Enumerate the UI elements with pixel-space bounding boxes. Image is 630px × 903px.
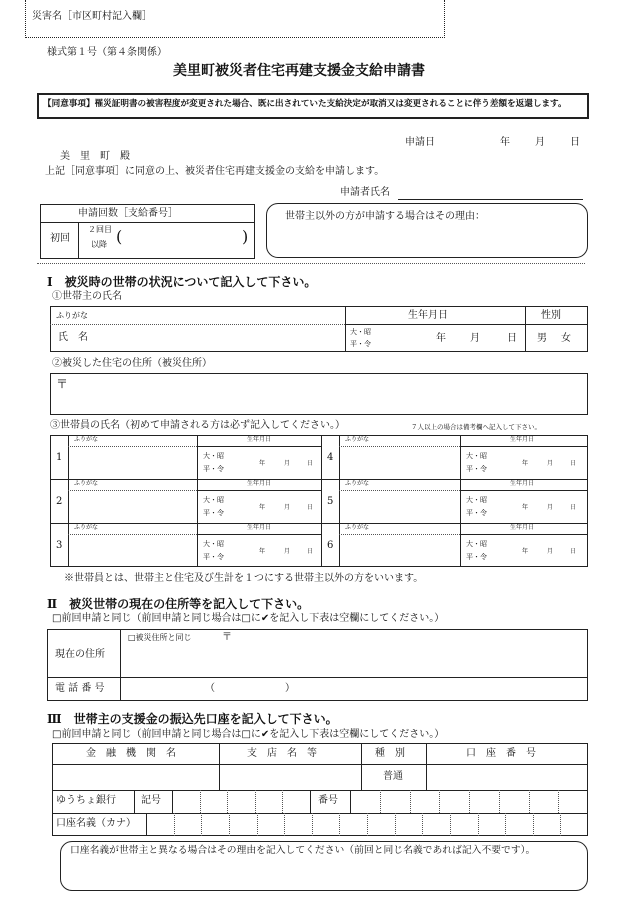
holder-name-label: 口座名義（カナ） (56, 818, 136, 829)
holder-char (284, 813, 285, 836)
application-count-header: 申請回数［支給番号］ (78, 208, 178, 219)
member-day: 日 (570, 504, 577, 511)
head-month: 月 (470, 333, 480, 344)
member-birth-line (197, 490, 321, 491)
member-birth-divider (460, 435, 461, 479)
form-number: 様式第１号（第４条関係） (47, 47, 167, 58)
member-name-field[interactable] (68, 447, 197, 479)
member-birth-line (460, 490, 588, 491)
member-birth-label: 生年月日 (510, 480, 535, 487)
member-year: 年 (259, 504, 266, 511)
number-digit (529, 790, 530, 813)
member-era-top: 大・昭 (203, 452, 224, 460)
head-name-field-label: 氏 名 (58, 332, 88, 343)
holder-reason-note: 口座名義が世帯主と異なる場合はその理由を記入してください（前回と同じ名義であれば記入不要です）。 (70, 845, 536, 856)
member-furigana-label: ふりがな (345, 480, 370, 487)
holder-char (201, 813, 202, 836)
bracket-close: ) (242, 227, 249, 246)
section3-same-checkbox[interactable]: □前回申請と同じ（前回申請と同じ場合は□に✔を記入し下表は空欄にしてください。） (52, 729, 445, 740)
symbol-digit-group[interactable] (172, 790, 310, 813)
member-era-bottom: 平・令 (466, 553, 487, 561)
member-year: 年 (259, 460, 266, 467)
holder-char (257, 813, 258, 836)
member-month: 月 (547, 548, 554, 555)
head-name-label: ①世帯主の氏名 (52, 291, 122, 302)
member-number: 3 (56, 540, 63, 551)
section2-heading: Ⅱ 被災世帯の現在の住所等を記入して下さい。 (47, 597, 310, 611)
bracket-open: ( (116, 227, 123, 246)
member-name-field[interactable] (339, 447, 460, 479)
section2-same-checkbox[interactable]: □前回申請と同じ（前回申請と同じ場合は□に✔を記入し下表は空欄にしてください。） (52, 613, 445, 624)
applicant-name-label: 申請者氏名 (340, 187, 390, 198)
member-name-field[interactable] (68, 535, 197, 567)
symbol-label: 記号 (141, 795, 161, 806)
date-label: 申請日 (405, 137, 435, 148)
same-as-disaster-checkbox[interactable]: □被災住所と同じ (128, 633, 192, 642)
account-number-header: 口 座 番 号 (466, 748, 536, 759)
phone-paren-close: ） (285, 683, 295, 694)
member-day: 日 (570, 460, 577, 467)
number-digit (469, 790, 470, 813)
holder-char (450, 813, 451, 836)
member-birth-line (197, 534, 321, 535)
member-birth-label: 生年月日 (510, 524, 535, 531)
member-day: 日 (570, 548, 577, 555)
member-birth-line (460, 534, 588, 535)
member-year: 年 (522, 504, 529, 511)
holder-char (422, 813, 423, 836)
member-era-top: 大・昭 (466, 540, 487, 548)
member-era-top: 大・昭 (466, 452, 487, 460)
member-name-field[interactable] (339, 491, 460, 523)
member-birth-label: 生年月日 (247, 524, 272, 531)
holder-char-group[interactable] (146, 813, 588, 836)
member-birth-label: 生年月日 (247, 480, 272, 487)
disaster-address-field[interactable] (50, 373, 588, 415)
holder-char (395, 813, 396, 836)
member-day: 日 (307, 504, 314, 511)
number-digit (558, 790, 559, 813)
holder-char (560, 813, 561, 836)
date-month-label: 月 (535, 137, 545, 148)
holder-char (533, 813, 534, 836)
member-birth-divider (197, 523, 198, 567)
member-furigana-label: ふりがな (74, 436, 99, 443)
symbol-digit (255, 790, 256, 813)
symbol-digit (200, 790, 201, 813)
current-address-label: 現在の住所 (55, 649, 105, 660)
consent-text: 【同意事項】罹災証明書の被害程度が変更された場合、既に出されていた支給決定が取消又は変更されることに伴う差額を返還します。 (43, 99, 567, 109)
member-month: 月 (284, 548, 291, 555)
holder-char (505, 813, 506, 836)
member-number: 6 (327, 540, 334, 551)
member-birth-divider (197, 435, 198, 479)
number-digit (499, 790, 500, 813)
reason-label: 世帯主以外の方が申請する場合はその理由： (285, 211, 485, 222)
member-name-field[interactable] (339, 535, 460, 567)
holder-char (478, 813, 479, 836)
member-era-top: 大・昭 (466, 496, 487, 504)
member-month: 月 (284, 504, 291, 511)
members-label: ③世帯員の氏名（初めて申請される方は必ず記入してください。） (50, 420, 345, 431)
member-era-bottom: 平・令 (203, 465, 224, 473)
addressee: 美 里 町 殿 (60, 151, 130, 162)
sex-male[interactable]: 男 (537, 333, 547, 344)
head-day: 日 (507, 333, 517, 344)
head-era-bottom: 平・令 (350, 340, 371, 348)
account-type-header: 種 別 (375, 748, 405, 759)
first-application-label: 初回 (50, 233, 70, 244)
head-furigana-label: ふりがな (56, 311, 88, 320)
holder-char (312, 813, 313, 836)
current-postal-mark: 〒 (222, 632, 232, 643)
member-era-bottom: 平・令 (466, 509, 487, 517)
disaster-name-label: 災害名［市区町村記入欄］ (32, 11, 152, 22)
symbol-digit (227, 790, 228, 813)
bank-name-header: 金 融 機 関 名 (86, 748, 176, 759)
member-month: 月 (547, 460, 554, 467)
member-year: 年 (522, 548, 529, 555)
head-birth-label: 生年月日 (408, 310, 448, 321)
phone-label: 電 話 番 号 (55, 683, 105, 694)
second-application-label-1: ２回目 (88, 225, 112, 234)
member-era-bottom: 平・令 (203, 553, 224, 561)
member-month: 月 (284, 460, 291, 467)
head-table (50, 306, 588, 352)
number-digit (439, 790, 440, 813)
members-footnote: ※世帯員とは、世帯主と住宅及び生計を１つにする世帯主以外の方をいいます。 (64, 573, 424, 584)
yucho-label: ゆうちょ銀行 (56, 795, 116, 806)
postal-mark: 〒 (56, 377, 69, 391)
members-note: ７人以上の場合は備考欄へ記入して下さい。 (411, 423, 541, 431)
section1-heading: Ⅰ 被災時の世帯の状況について記入して下さい。 (47, 275, 317, 289)
number-digit (410, 790, 411, 813)
holder-char (367, 813, 368, 836)
branch-name-header: 支 店 名 等 (247, 748, 317, 759)
member-name-field[interactable] (68, 491, 197, 523)
member-number: 4 (327, 452, 334, 463)
member-furigana-label: ふりがな (345, 436, 370, 443)
symbol-digit (282, 790, 283, 813)
number-digit (380, 790, 381, 813)
member-month: 月 (547, 504, 554, 511)
sex-female[interactable]: 女 (561, 333, 571, 344)
date-year-label: 年 (500, 137, 510, 148)
head-year: 年 (436, 333, 446, 344)
page-title: 美里町被災者住宅再建支援金支給申請書 (173, 63, 425, 79)
phone-paren-open: （ (205, 683, 215, 694)
member-era-bottom: 平・令 (466, 465, 487, 473)
holder-char (229, 813, 230, 836)
applicant-name-line[interactable] (398, 199, 583, 200)
member-birth-divider (460, 523, 461, 567)
member-number: 5 (327, 496, 334, 507)
member-year: 年 (259, 548, 266, 555)
member-birth-divider (460, 479, 461, 523)
head-era-top: 大・昭 (350, 328, 371, 336)
disaster-address-label: ②被災した住宅の住所（被災住所） (52, 358, 212, 369)
member-era-top: 大・昭 (203, 540, 224, 548)
member-era-bottom: 平・令 (203, 509, 224, 517)
member-furigana-label: ふりがな (345, 524, 370, 531)
number-digit-group[interactable] (350, 790, 588, 813)
holder-char (174, 813, 175, 836)
member-day: 日 (307, 460, 314, 467)
member-furigana-label: ふりがな (74, 524, 99, 531)
holder-char (339, 813, 340, 836)
member-birth-label: 生年月日 (247, 436, 272, 443)
number-label: 番号 (318, 795, 338, 806)
second-application-label-2: 以降 (91, 240, 107, 249)
date-day-label: 日 (570, 137, 580, 148)
member-year: 年 (522, 460, 529, 467)
member-birth-label: 生年月日 (510, 436, 535, 443)
member-day: 日 (307, 548, 314, 555)
member-birth-line (460, 446, 588, 447)
application-statement: 上記［同意事項］に同意の上、被災者住宅再建支援金の支給を申請します。 (45, 166, 385, 177)
member-birth-divider (197, 479, 198, 523)
member-number: 2 (56, 496, 63, 507)
section3-heading: Ⅲ 世帯主の支援金の振込先口座を記入して下さい。 (47, 712, 338, 726)
account-type-ordinary: 普通 (383, 771, 403, 782)
member-furigana-label: ふりがな (74, 480, 99, 487)
member-number: 1 (56, 452, 63, 463)
head-sex-label: 性別 (541, 310, 561, 321)
member-era-top: 大・昭 (203, 496, 224, 504)
member-birth-line (197, 446, 321, 447)
